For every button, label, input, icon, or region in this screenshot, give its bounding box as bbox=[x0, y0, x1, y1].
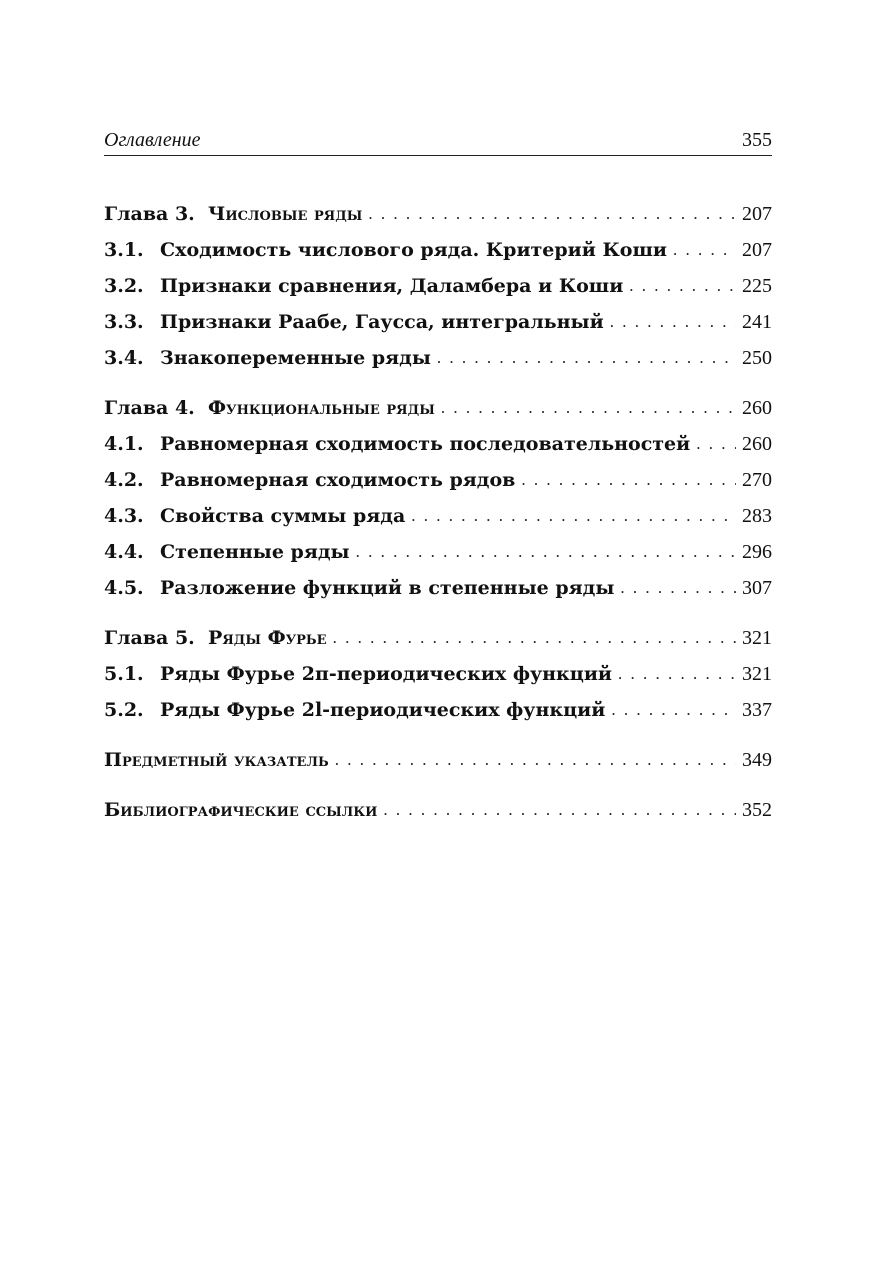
leader-dots bbox=[673, 240, 736, 260]
running-header bbox=[104, 127, 772, 156]
toc-chapter-4[interactable] bbox=[104, 390, 772, 426]
section-title: Разложение функций в степенные ряды bbox=[160, 577, 615, 599]
chapter-title: Функциональные ряды bbox=[208, 397, 435, 419]
section-title: Свойства суммы ряда bbox=[160, 505, 406, 527]
toc-page: 296 bbox=[742, 540, 772, 563]
section-title: Ряды Фурье 2π-периодических функций bbox=[160, 663, 613, 685]
table-of-contents bbox=[104, 196, 772, 828]
spacer bbox=[104, 376, 772, 390]
toc-page: 207 bbox=[742, 238, 772, 261]
leader-dots bbox=[368, 204, 736, 224]
leader-dots bbox=[611, 700, 736, 720]
section-number: 4.3. bbox=[104, 505, 144, 527]
chapter-label: Глава 4. bbox=[104, 397, 195, 419]
section-title: Признаки Раабе, Гаусса, интегральный bbox=[160, 311, 604, 333]
leader-dots bbox=[437, 348, 736, 368]
section-title: Равномерная сходимость рядов bbox=[160, 469, 516, 491]
toc-page: 260 bbox=[742, 396, 772, 419]
section-title: Признаки сравнения, Даламбера и Коши bbox=[160, 275, 624, 297]
index-title: Предметный указатель bbox=[104, 749, 329, 771]
leader-dots bbox=[356, 542, 736, 562]
toc-page: 337 bbox=[742, 698, 772, 721]
toc-section-3-3[interactable] bbox=[104, 304, 772, 340]
section-number: 3.1. bbox=[104, 239, 144, 261]
header-title: Оглавление bbox=[104, 129, 201, 151]
leader-dots bbox=[521, 470, 736, 490]
section-number: 4.5. bbox=[104, 577, 144, 599]
toc-bibliography[interactable] bbox=[104, 792, 772, 828]
leader-dots bbox=[441, 398, 736, 418]
toc-page: 260 bbox=[742, 432, 772, 455]
leader-dots bbox=[383, 800, 736, 820]
toc-page: 321 bbox=[742, 662, 772, 685]
section-number: 5.1. bbox=[104, 663, 144, 685]
leader-dots bbox=[629, 276, 736, 296]
leader-dots bbox=[618, 664, 736, 684]
section-number: 5.2. bbox=[104, 699, 144, 721]
spacer bbox=[104, 728, 772, 742]
chapter-label: Глава 3. bbox=[104, 203, 195, 225]
toc-section-5-1[interactable] bbox=[104, 656, 772, 692]
toc-chapter-3[interactable] bbox=[104, 196, 772, 232]
toc-page: 241 bbox=[742, 310, 772, 333]
toc-page: 349 bbox=[742, 748, 772, 771]
leader-dots bbox=[333, 628, 736, 648]
toc-page: 270 bbox=[742, 468, 772, 491]
toc-index[interactable] bbox=[104, 742, 772, 778]
section-title: Знакопеременные ряды bbox=[160, 347, 431, 369]
section-number: 3.3. bbox=[104, 311, 144, 333]
chapter-label: Глава 5. bbox=[104, 627, 195, 649]
spacer bbox=[104, 606, 772, 620]
toc-page: 321 bbox=[742, 626, 772, 649]
leader-dots bbox=[610, 312, 736, 332]
toc-chapter-5[interactable] bbox=[104, 620, 772, 656]
spacer bbox=[104, 778, 772, 792]
toc-section-4-4[interactable] bbox=[104, 534, 772, 570]
chapter-title: Числовые ряды bbox=[208, 203, 363, 225]
toc-page: 250 bbox=[742, 346, 772, 369]
section-number: 4.1. bbox=[104, 433, 144, 455]
toc-section-3-2[interactable] bbox=[104, 268, 772, 304]
toc-section-4-3[interactable] bbox=[104, 498, 772, 534]
leader-dots bbox=[335, 750, 736, 770]
toc-page: 207 bbox=[742, 202, 772, 225]
toc-section-5-2[interactable] bbox=[104, 692, 772, 728]
toc-page: 307 bbox=[742, 576, 772, 599]
section-number: 4.4. bbox=[104, 541, 144, 563]
toc-section-4-2[interactable] bbox=[104, 462, 772, 498]
leader-dots bbox=[620, 578, 736, 598]
section-title: Степенные ряды bbox=[160, 541, 350, 563]
toc-section-3-4[interactable] bbox=[104, 340, 772, 376]
bibliography-title: Библиографические ссылки bbox=[104, 799, 378, 821]
toc-section-3-1[interactable] bbox=[104, 232, 772, 268]
toc-page: 352 bbox=[742, 798, 772, 821]
toc-section-4-1[interactable] bbox=[104, 426, 772, 462]
chapter-title: Ряды Фурье bbox=[208, 627, 327, 649]
header-page-number: 355 bbox=[742, 129, 772, 151]
leader-dots bbox=[411, 506, 736, 526]
section-title: Ряды Фурье 2l-периодических функций bbox=[160, 699, 606, 721]
section-title: Сходимость числового ряда. Критерий Коши bbox=[160, 239, 667, 261]
section-title: Равномерная сходимость последовательностей bbox=[160, 433, 691, 455]
toc-page: 283 bbox=[742, 504, 772, 527]
leader-dots bbox=[696, 434, 736, 454]
section-number: 4.2. bbox=[104, 469, 144, 491]
section-number: 3.2. bbox=[104, 275, 144, 297]
toc-page: 225 bbox=[742, 274, 772, 297]
section-number: 3.4. bbox=[104, 347, 144, 369]
toc-section-4-5[interactable] bbox=[104, 570, 772, 606]
